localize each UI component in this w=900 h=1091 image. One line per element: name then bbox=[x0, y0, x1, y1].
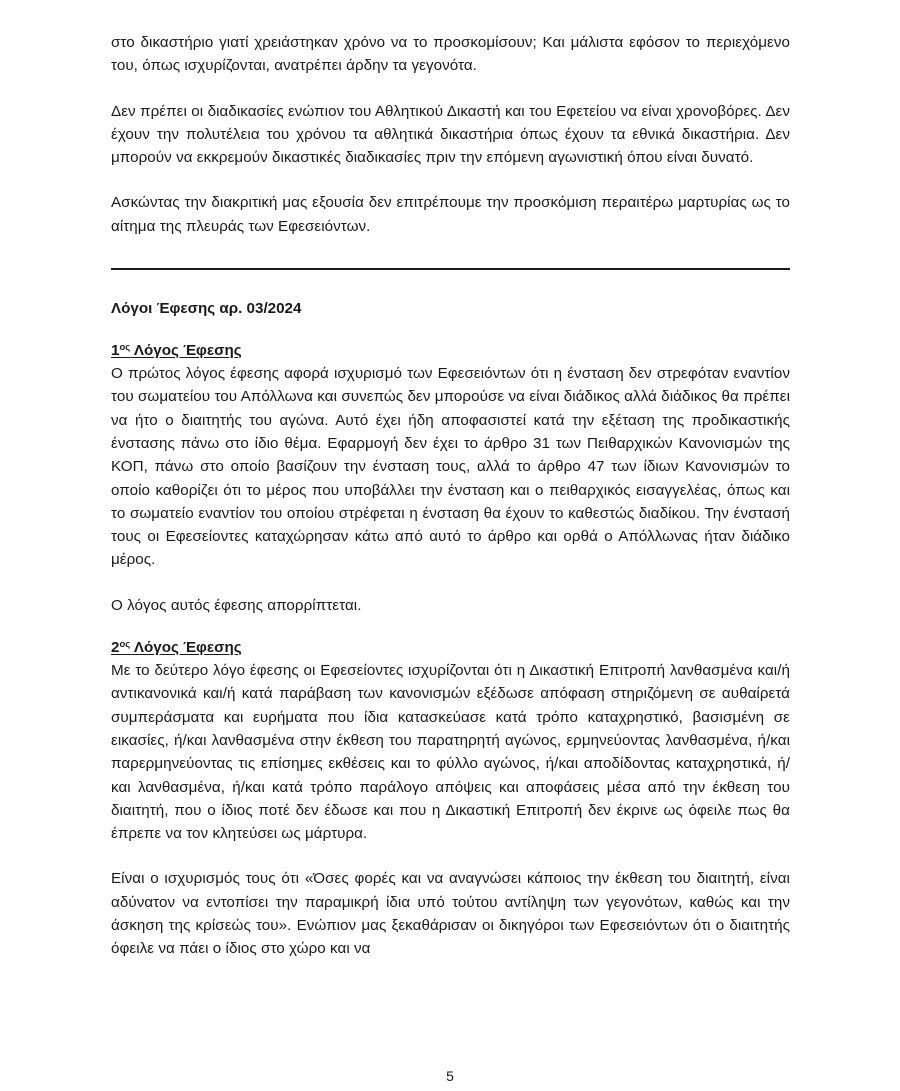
spacer bbox=[111, 320, 790, 339]
ground-1-heading bbox=[111, 339, 790, 362]
spacer bbox=[111, 238, 790, 268]
ground-2-title: Λόγος Έφεσης bbox=[130, 639, 242, 657]
spacer bbox=[111, 270, 790, 297]
spacer bbox=[111, 169, 790, 191]
spacer bbox=[111, 78, 790, 100]
ground-2-ordinal-suffix: ος bbox=[119, 639, 131, 651]
ground-2-heading bbox=[111, 636, 790, 659]
ground-1-conclusion: Ο λόγος αυτός έφεσης απορρίπτεται. bbox=[111, 596, 362, 614]
ground-1-title: Λόγος Έφεσης bbox=[130, 342, 242, 360]
paragraph-procedure-speed: Δεν πρέπει οι διαδικασίες ενώπιον του Αθλητικού Δικαστή και του Εφετείου να είναι χρονοβόρες. Δεν έχουν την πολυτέλεια του χρόνου τα αθλητικά δικαστήρια όπως έχουν τα εθνικά δικαστήρια. Δεν μπορούν να εκκρεμούν δικαστικές διαδικασίες πριν την επόμενη αγωνιστική όπου είναι δυνατό. bbox=[111, 102, 790, 167]
ground-2-body: Με το δεύτερο λόγο έφεσης οι Εφεσείοντες ισχυρίζονται ότι η Δικαστική Επιτροπή λανθασμένα και/ή αντικανονικά και/ή κατά παράβαση των κανονισμών εξέδωσε απόφαση στηριζόμενη σε αυθαίρετά συμπεράσματα και ευρήματα που ίδια κατασκεύασε κατά τρόπο καταχρηστικό, βασισμένη σε εικασίες, ή/και λανθασμένα στην έκθεση του παρατηρητή αγώνος, ερμηνεύοντας λανθασμένα, ή/και παρερμηνεύοντας τις επίσημες εκθέσεις και το φύλλο αγώνος, ή/και αποδίδοντας καταχρηστικά, ή/και λανθασμένα, ή/και κατά τρόπο παράλογο απόψεις και αποφάσεις μέσα από την έκθεση του διαιτητή, που ο ίδιος ποτέ δεν έδωσε και που η Δικαστική Επιτροπή δεν έκρινε ως όφειλε πως θα έπρεπε να τον κλητεύσει ως μάρτυρα. bbox=[111, 662, 790, 843]
paragraph-discretion: Ασκώντας την διακριτική μας εξουσία δεν επιτρέπουμε την προσκόμιση περαιτέρω μαρτυρίας ως το αίτημα της πλευράς των Εφεσειόντων. bbox=[111, 194, 790, 235]
spacer bbox=[111, 617, 790, 636]
ground-1-number: 1 bbox=[111, 342, 120, 360]
spacer bbox=[111, 845, 790, 867]
ground-2-followup: Είναι ο ισχυρισμός τους ότι «Όσες φορές και να αναγνώσει κάποιος την έκθεση του διαιτητή, είναι αδύνατον να εντοπίσει την παραμικρή ίδια υπό τούτου αντίληψη των γεγονότων, καθώς και την άσκηση της κρίσεώς του». Ενώπιον μας ξεκαθάρισαν οι δικηγόροι των Εφεσειόντων ότι ο διαιτητής όφειλε να πάει ο ίδιος στο χώρο και να bbox=[111, 870, 790, 958]
ground-2-number: 2 bbox=[111, 639, 120, 657]
paragraph-evidence-question: στο δικαστήριο γιατί χρειάστηκαν χρόνο να το προσκομίσουν; Και μάλιστα εφόσον το περιεχόμενο του, όπως ισχυρίζονται, ανατρέπει άρδην τα γεγονότα. bbox=[111, 34, 790, 75]
appeal-grounds-title: Λόγοι Έφεσης αρ. 03/2024 bbox=[111, 300, 302, 318]
page-number: 5 bbox=[446, 1068, 454, 1084]
ground-1-ordinal-suffix: ος bbox=[119, 342, 131, 354]
spacer bbox=[111, 572, 790, 594]
ground-1-body: Ο πρώτος λόγος έφεσης αφορά ισχυρισμό των Εφεσειόντων ότι η ένσταση δεν στρεφόταν εναντίον του σωματείου του Απόλλωνα και συνεπώς δεν μπορούσε να είναι διάδικος αλλά διάδικος θα πρέπει να ήτο ο διαιτητής του αγώνα. Αυτό έχει ήδη αποφασιστεί κατά την εξέταση της προδικαστικής ένστασης πάνω στο ίδιο θέμα. Εφαρμογή δεν έχει το άρθρο 31 των Πειθαρχικών Κανονισμών της ΚΟΠ, πάνω στο οποίο βασίζουν την ένσταση τους, αλλά το άρθρο 47 των ίδιων Κανονισμών το οποίο καθορίζει ότι το μέρος που υποβάλλει την ένσταση και ο πειθαρχικός εισαγγελέας, όπως και το σωματείο εναντίον του οποίου στρέφεται η ένσταση θα έχουν το καθεστώς διαδίκου. Την ένστασή τους οι Εφεσείοντες καταχώρησαν κάτω από αυτό το άρθρο και ορθά ο Απόλλωνας ήταν διάδικο μέρος. bbox=[111, 365, 790, 569]
document-page bbox=[111, 31, 790, 961]
